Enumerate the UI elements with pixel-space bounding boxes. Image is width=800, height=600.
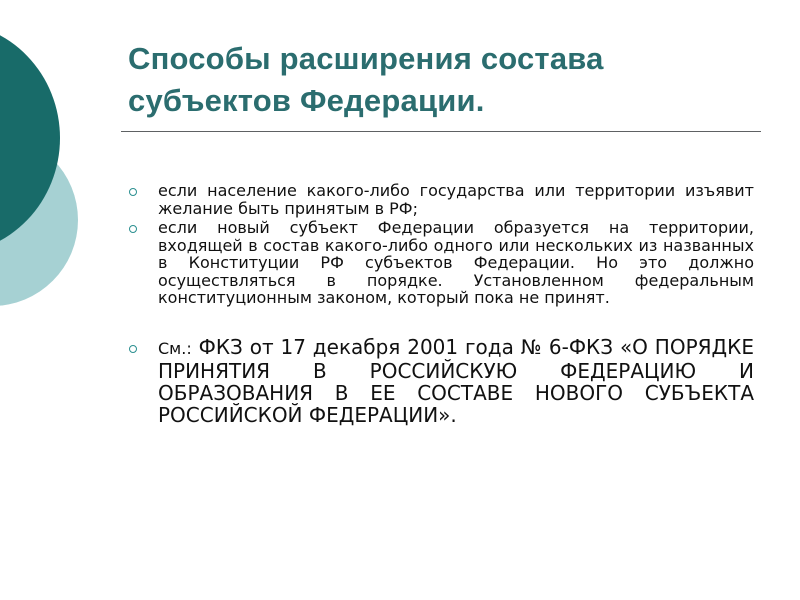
title-divider (121, 131, 761, 132)
bullet-circle-icon (129, 345, 137, 353)
title-line-2: субъектов Федерации. (128, 83, 485, 118)
bullet-list (124, 182, 754, 426)
list-item (124, 219, 754, 307)
slide-title (128, 38, 748, 122)
title-line-1: Способы расширения состава (128, 41, 604, 76)
list-item-text: если население какого-либо государства или территории изъявит желание быть принятым в РФ; (158, 181, 754, 218)
law-reference-text: ФКЗ от 17 декабря 2001 года № 6-ФКЗ «О ПОРЯДКЕ ПРИНЯТИЯ В РОССИЙСКУЮ ФЕДЕРАЦИЮ И ОБРАЗОВАНИЯ В ЕЕ СОСТАВЕ НОВОГО СУБЪЕКТА РОССИЙСКОЙ ФЕДЕРАЦИИ». (158, 334, 754, 427)
reference-prefix: См.: (158, 338, 192, 358)
bullet-circle-icon (129, 225, 137, 233)
bullet-circle-icon (129, 188, 137, 196)
list-item-text: если новый субъект Федерации образуется на территории, входящей в состав какого-либо одного или нескольких из названных в Конституции РФ субъектов Федерации. Но это должно осуществляться в порядке. Установленном федеральным конституционным законом, который пока не принят. (158, 218, 754, 307)
list-item (124, 182, 754, 217)
list-item (124, 336, 754, 426)
